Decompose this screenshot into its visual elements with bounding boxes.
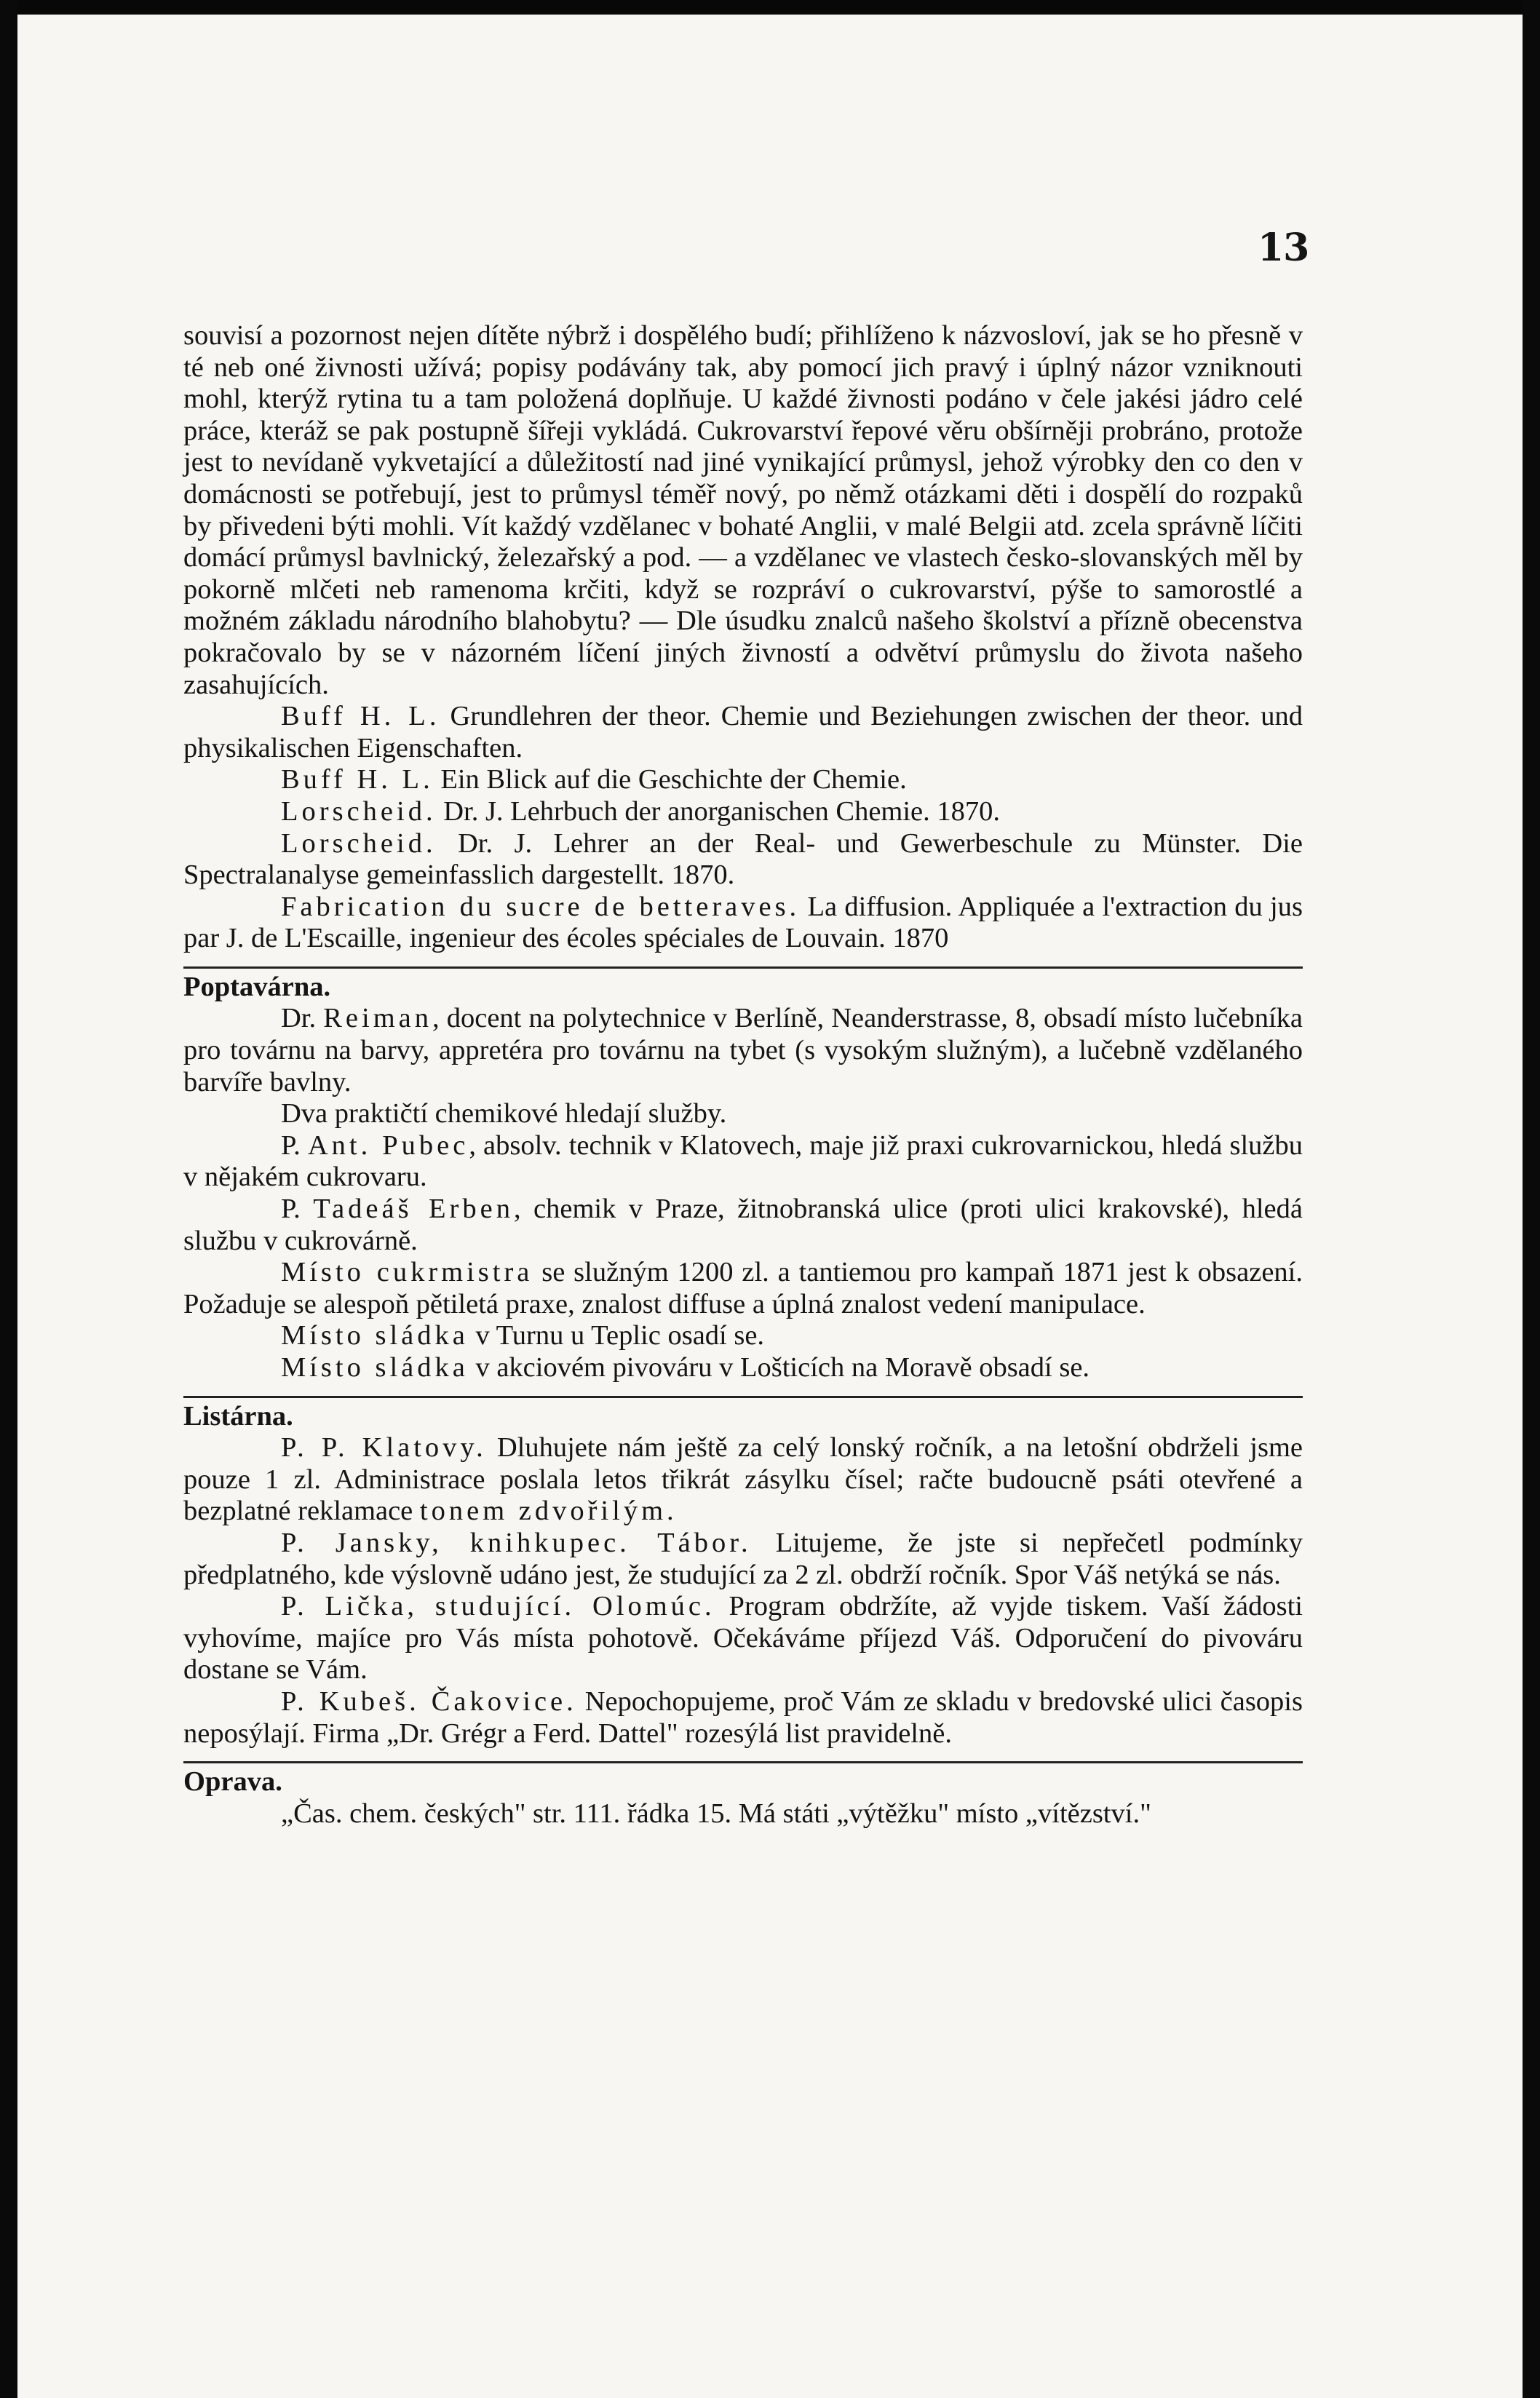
poptavka-entry: Místo cukrmistra se služným 1200 zl. a tantiemou pro kampaň 1871 jest k obsazení. Požaduje se alespoň pětiletá praxe, znalost diffuse a úplná znalost vedení manipulace. <box>183 1257 1303 1319</box>
body-paragraph: souvisí a pozornost nejen dítěte nýbrž i dospělého budí; přihlíženo k názvosloví, jak se ho přesně v té neb oné živnosti užívá; popisy podávány tak, aby pomocí jich pravý i úplný názor vzniknouti mohl, kterýž rytina tu a tam položená doplňuje. U každé živnosti podáno v čele jakési jádro celé práce, kteráž se pak postupně šířeji vykládá. Cukrovarství řepové věru obšírněji probráno, protože jest to nevídaně vykvetající a důležitostí nad jiné vynikající průmysl, jehož výrobky den co den v domácnosti se potřebují, jest to průmysl téměř nový, po němž otázkami děti i dospělí do rozpaků by přivedeni býti mohli. Vít každý vzdělanec v bohaté Anglii, v malé Belgii atd. zcela správně líčiti domácí průmysl bavlnický, železařský a pod. — a vzdělanec ve vlastech česko-slovanských měl by pokorně mlčeti neb ramenoma krčiti, když se rozpráví o cukrovarství, pýše to samorostlé a možném základu národního blahobytu? — Dle úsudku znalců našeho školství a příznĕ obecenstva pokračovalo by se v názorném líčení jiných živností a odvětví průmyslu do života našeho zasahujících. <box>183 320 1303 700</box>
scan-frame-top <box>0 0 1540 15</box>
scan-frame-left <box>0 0 17 2398</box>
poptavka-entry: P. Ant. Pubec, absolv. technik v Klatovech, maje již praxi cukrovarnickou, hledá službu v nějakém cukrovaru. <box>183 1129 1303 1193</box>
reference-3: Lorscheid. Dr. J. Lehrbuch der anorganischen Chemie. 1870. <box>281 795 1001 827</box>
listarna-entry: P. Lička, studující. Olomúc. Program obdržíte, až vyjde tiskem. Vaší žádosti vyhovíme, majíce pro Vás místa pohotově. Očekáváme příjezd Váš. Odporučení do pivováru dostane se Vám. <box>183 1591 1303 1686</box>
section-divider <box>183 1761 1303 1763</box>
poptavka-entry: Místo sládka v Turnu u Teplic osadí se. <box>281 1320 765 1351</box>
listarna-entry: P. P. Klatovy. Dluhujete nám ještě za celý lonský ročník, a na letošní obdrželi jsme pouze 1 zl. Administrace poslala letos třikrát zásylku čísel; račte budoucně psáti otevřené a bezplatné reklamace tonem zdvořilým. <box>183 1432 1303 1527</box>
scan-frame-right <box>1523 0 1540 2398</box>
reference-4: Lorscheid. Dr. J. Lehrer an der Real- und Gewerbeschule zu Münster. Die Spectralanalyse gemeinfasslich dargestellt. 1870. <box>183 827 1303 891</box>
poptavka-entry: Dr. Reiman, docent na polytechnice v Berlíně, Neanderstrasse, 8, obsadí místo lučebníka pro továrnu na barvy, appretéra pro továrnu na tybet (s vysokým služným), a lučebně vzdělaného barvíře bavlny. <box>183 1003 1303 1097</box>
section-heading-oprava: Oprava. <box>183 1766 282 1798</box>
listarna-entry: P. Jansky, knihkupec. Tábor. Litujeme, že jste si nepřečetl podmínky předplatného, kde výslovně udáno jest, že studující za 2 zl. obdrží ročník. Spor Váš netýká se nás. <box>183 1527 1303 1590</box>
listarna-entry: P. Kubeš. Čakovice. Nepochopujeme, proč Vám ze skladu v bredovské ulici časopis neposýlají. Firma „Dr. Grégr a Ferd. Dattel" rozesýlá list pravidelně. <box>183 1686 1303 1749</box>
oprava-text: „Čas. chem. českých" str. 111. řádka 15. Má státi „výtěžku" místo „vítězství." <box>281 1798 1151 1829</box>
poptavka-entry: Místo sládka v akciovém pivováru v Lošticích na Moravě obsadí se. <box>281 1352 1090 1383</box>
page-number: 13 <box>1258 226 1309 270</box>
reference-1: Buff H. L. Grundlehren der theor. Chemie und Beziehungen zwischen der theor. und physikalischen Eigenschaften. <box>183 701 1303 763</box>
poptavka-entry: Dva praktičtí chemikové hledají služby. <box>281 1098 727 1129</box>
text-column <box>183 320 1303 1830</box>
section-heading-poptavarna: Poptavárna. <box>183 971 331 1002</box>
poptavka-entry: P. Tadeáš Erben, chemik v Praze, žitnobranská ulice (proti ulici krakovské), hledá službu v cukrovárně. <box>183 1194 1303 1256</box>
section-divider <box>183 966 1303 969</box>
reference-2: Buff H. L. Ein Blick auf die Geschichte der Chemie. <box>281 764 907 795</box>
page <box>17 15 1523 2398</box>
section-heading-listarna: Listárna. <box>183 1400 293 1432</box>
reference-5: Fabrication du sucre de betteraves. La diffusion. Appliquée a l'extraction du jus par J. de L'Escaille, ingenieur des écoles spéciales de Louvain. 1870 <box>183 891 1303 954</box>
section-divider <box>183 1396 1303 1398</box>
